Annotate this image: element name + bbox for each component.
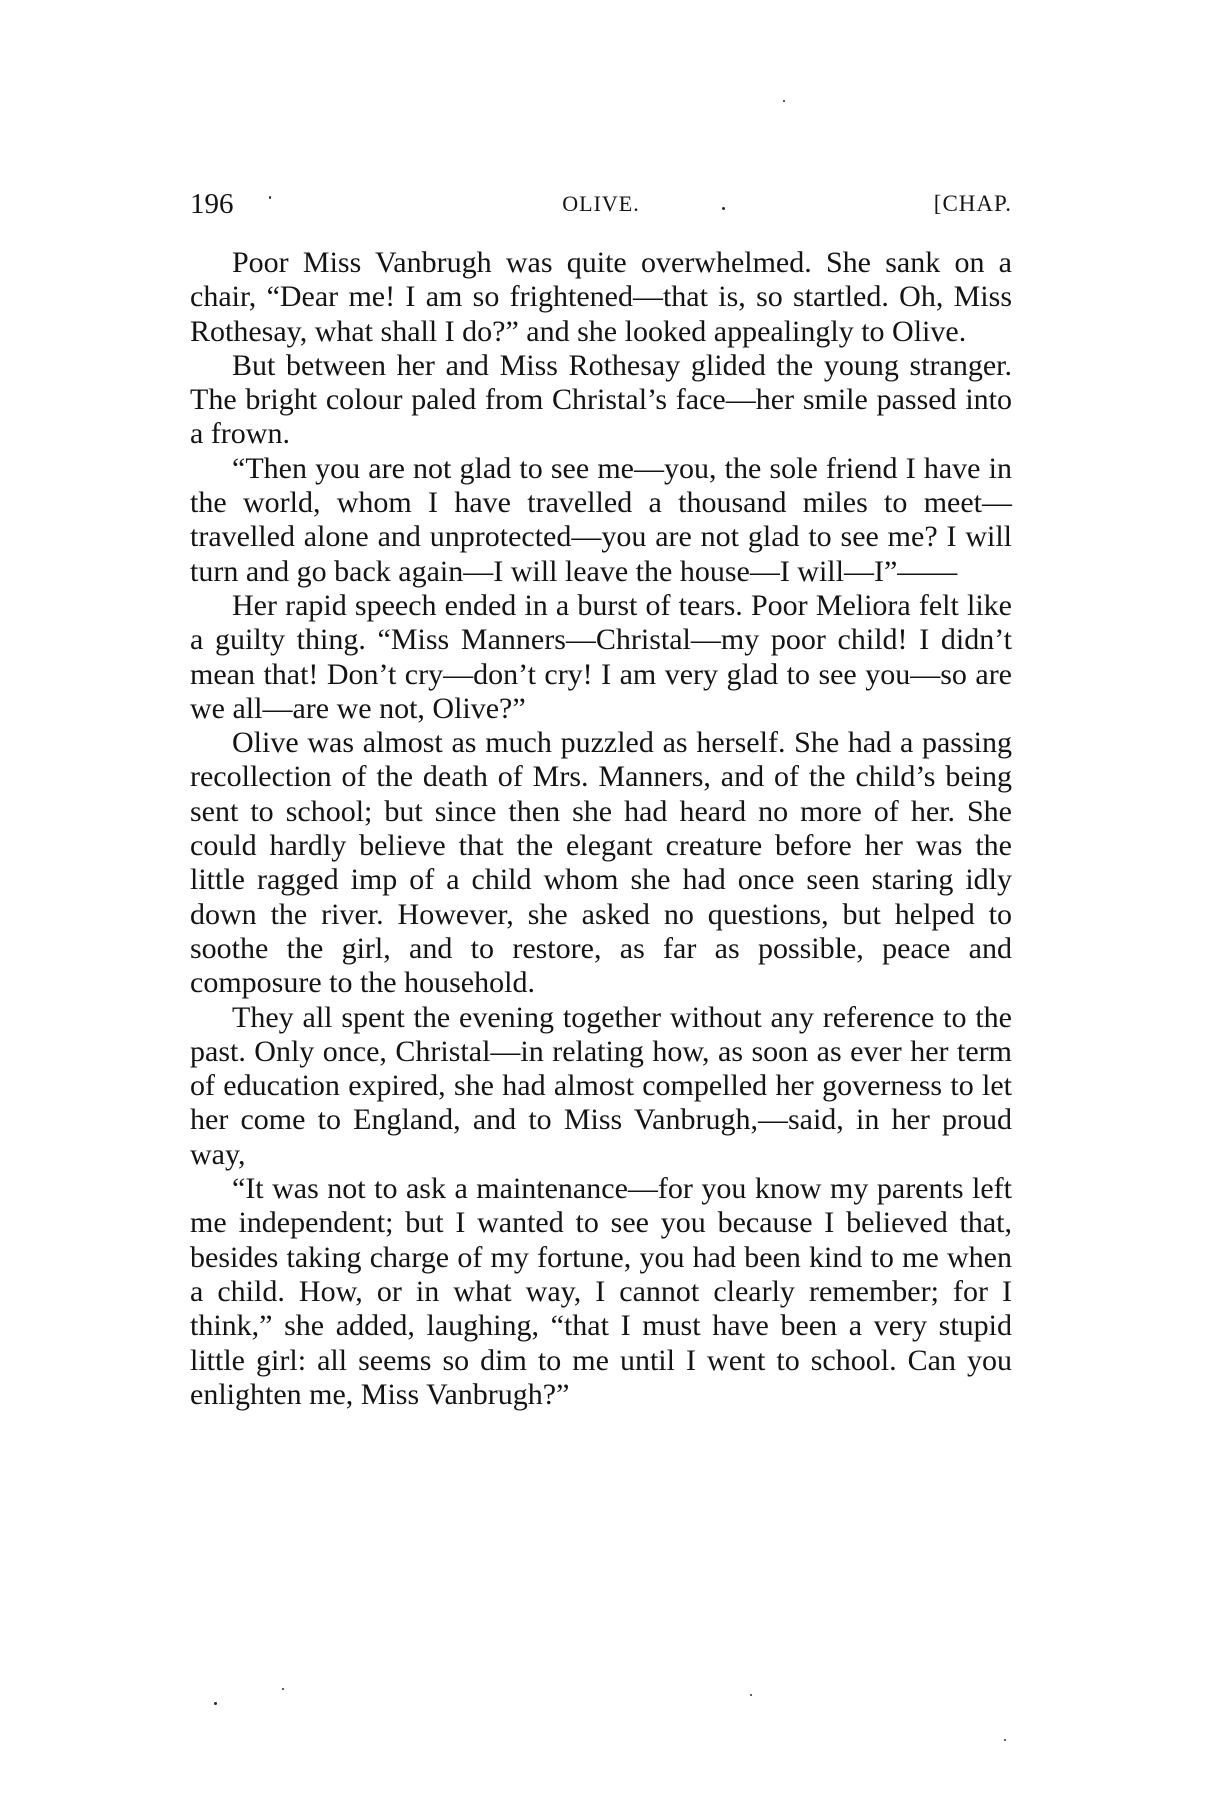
scan-speck [722, 207, 725, 210]
paragraph: But between her and Miss Rothesay glided the young stranger. The bright colour paled from Christal’s face—her smile passed into a frown. [190, 348, 1012, 451]
scan-speck [750, 1694, 752, 1696]
paragraph: Olive was almost as much puzzled as herself. She had a passing recollection of the death of Mrs. Manners, and of the child’s being sent to school; but since then she had heard no more of her. She could hardly believe that the elegant creature before her was the little ragged imp of a child whom she had once seen staring idly down the river. However, she asked no questions, but helped to soothe the girl, and to restore, as far as possible, peace and composure to the household. [190, 726, 1012, 1000]
paragraph: Her rapid speech ended in a burst of tears. Poor Meliora felt like a guilty thing. “Miss Manners—Christal—my poor child! I didn’t mean that! Don’t cry—don’t cry! I am very glad to see you—so are we all—are we not, Olive?” [190, 588, 1012, 725]
paragraph: They all spent the evening together without any reference to the past. Only once, Christal—in relating how, as soon as ever her term of education expired, she had almost compelled her governess to let her come to England, and to Miss Vanbrugh,—said, in her proud way, [190, 1000, 1012, 1171]
chapter-label: [CHAP. [933, 191, 1012, 216]
scan-speck [282, 1688, 284, 1690]
scan-speck [269, 196, 271, 199]
paragraph: “Then you are not glad to see me—you, the sole friend I have in the world, whom I have travelled a thousand miles to meet—travelled alone and unprotected—you are not glad to see me? I will turn and go back again—I will leave the house—I will—I”—— [190, 451, 1012, 588]
page-number: 196 [190, 188, 234, 220]
scan-speck [214, 1702, 217, 1705]
scan-speck [1004, 1739, 1006, 1741]
scan-speck [783, 100, 785, 102]
paragraph: “It was not to ask a maintenance—for you know my parents left me independent; but I wanted to see you because I believed that, besides taking charge of my fortune, you had been kind to me when a child. How, or in what way, I cannot clearly remember; for I think,” she added, laughing, “that I must have been a very stupid little girl: all seems so dim to me until I went to school. Can you enlighten me, Miss Vanbrugh?” [190, 1172, 1012, 1411]
paragraph: Poor Miss Vanbrugh was quite overwhelmed. She sank on a chair, “Dear me! I am so frightened—that is, so startled. Oh, Miss Rothesay, what shall I do?” and she looked appealingly to Olive. [190, 246, 1012, 348]
running-title: OLIVE. [562, 191, 640, 216]
body-text [190, 246, 1012, 1412]
running-head [190, 186, 1012, 222]
